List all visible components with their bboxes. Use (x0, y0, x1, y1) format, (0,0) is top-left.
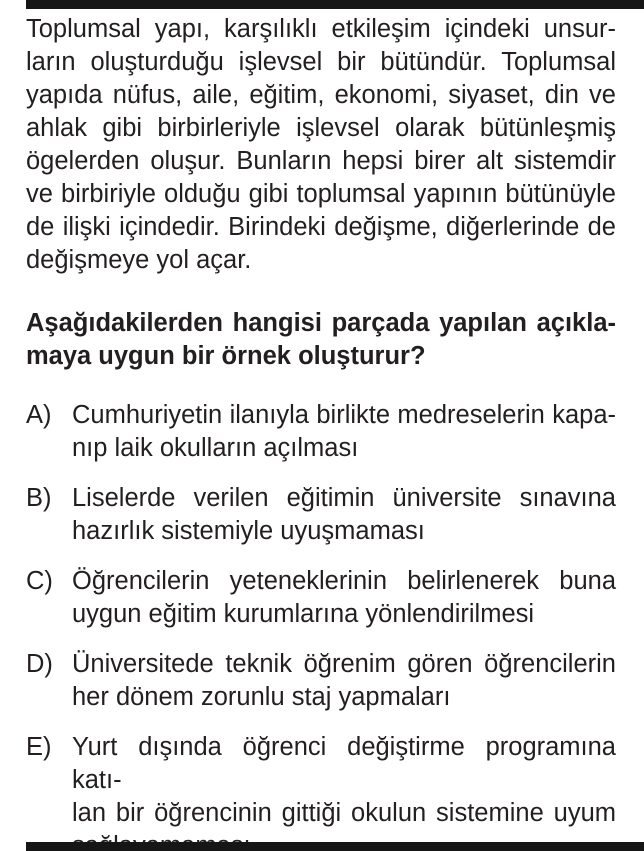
stem-line: maya uygun bir örnek oluşturur? (26, 342, 426, 370)
option-d-letter: D) (26, 650, 53, 678)
option-line: Öğrencilerin yeteneklerinin belirlenerek buna (72, 567, 616, 595)
option-e-text (72, 731, 616, 851)
option-e[interactable] (26, 731, 616, 851)
option-a-text (72, 399, 616, 465)
option-c-text (72, 565, 616, 631)
passage-line: değişmeye yol açar. (26, 246, 252, 274)
question-content (26, 13, 616, 851)
passage-line: ahlak gibi birbirleriyle işlevsel olarak bütünleşmiş (26, 114, 616, 142)
option-b[interactable] (26, 482, 616, 548)
option-line: uygun eğitim kurumlarına yönlendirilmesi (72, 600, 535, 628)
question-stem (26, 307, 616, 373)
option-c-letter: C) (26, 567, 53, 595)
option-line: Üniversitede teknik öğrenim gören öğrencilerin (72, 650, 616, 678)
option-c[interactable] (26, 565, 616, 631)
option-line: Cumhuriyetin ilanıyla birlikte medreselerin kapa- (72, 401, 616, 429)
option-b-letter: B) (26, 484, 52, 512)
option-a-letter: A) (26, 401, 52, 429)
option-line: her dönem zorunlu staj yapmaları (72, 683, 451, 711)
options-list (26, 399, 616, 851)
option-line: Liselerde verilen eğitimin üniversite sınavına (72, 484, 616, 512)
option-e-letter: E) (26, 733, 52, 761)
option-d[interactable] (26, 648, 616, 714)
passage-line: ögelerden oluşur. Bunların hepsi birer alt sistemdir (26, 147, 616, 175)
option-line: lan bir öğrencinin gittiği okulun sistemine uyum (72, 799, 616, 827)
bottom-rule (26, 842, 644, 851)
passage-line: de ilişki içindedir. Birindeki değişme, diğerlerinde de (26, 213, 616, 241)
passage-line: ve birbiriyle olduğu gibi toplumsal yapının bütünüyle (26, 180, 616, 208)
option-line: nıp laik okulların açılması (72, 434, 359, 462)
stem-line: Aşağıdakilerden hangisi parçada yapılan açıkla- (26, 309, 616, 337)
option-b-text (72, 482, 616, 548)
option-a[interactable] (26, 399, 616, 465)
option-line: Yurt dışında öğrenci değiştirme programına katı- (72, 733, 616, 794)
passage-line: ların oluşturduğu işlevsel bir bütündür. Toplumsal (26, 48, 616, 76)
option-line: hazırlık sistemiyle uyuşmaması (72, 517, 425, 545)
top-rule (26, 0, 644, 9)
passage-line: Toplumsal yapı, karşılıklı etkileşim içindeki unsur- (26, 15, 616, 43)
passage-line: yapıda nüfus, aile, eğitim, ekonomi, siyaset, din ve (26, 81, 616, 109)
option-d-text (72, 648, 616, 714)
passage (26, 13, 616, 277)
